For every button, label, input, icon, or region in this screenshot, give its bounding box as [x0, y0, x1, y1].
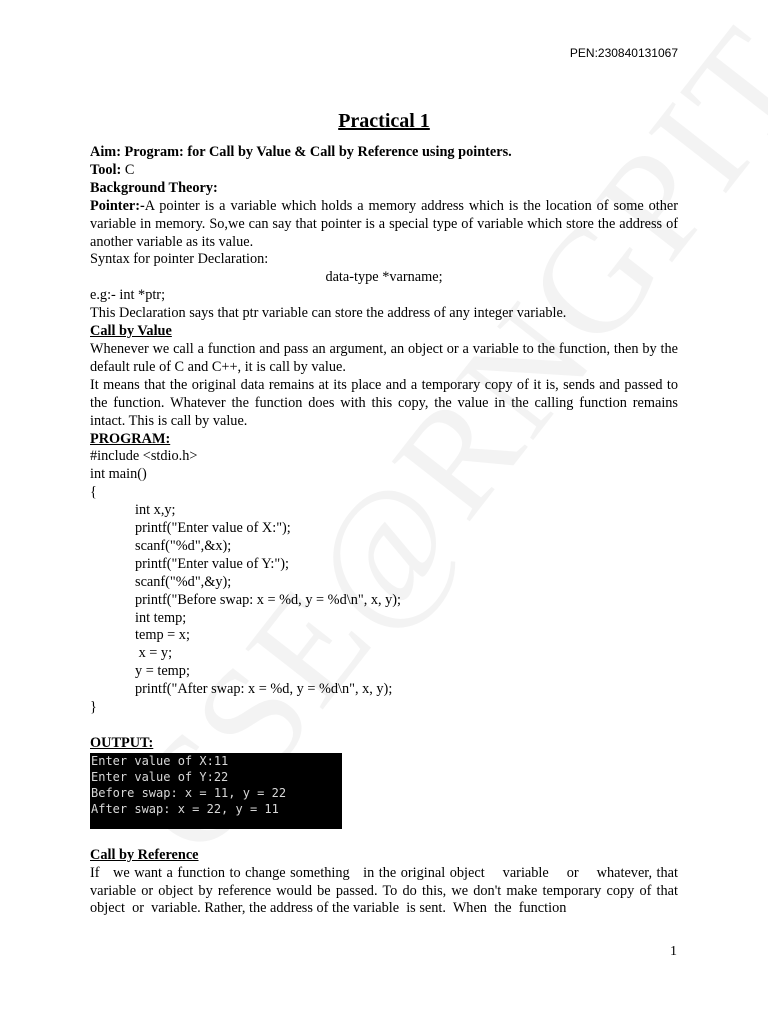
page-title: Practical 1: [338, 110, 430, 132]
call-by-reference-paragraph: If we want a function to change something in the original object variable or whatever, that variable or object by reference would be passed. To do this, we don't make temporary copy of that object or variable. Rather, the address of the variable is sent. When the function: [90, 864, 682, 917]
aim-line: Aim: Program: for Call by Value & Call by Reference using pointers.: [90, 144, 512, 160]
code-line: x = y;: [135, 645, 173, 662]
syntax-intro: Syntax for pointer Declaration:: [90, 251, 269, 268]
call-by-value-paragraph-1: Whenever we call a function and pass an argument, an object or a variable to the function, then by the default rule of C and C++, it is call by value.: [90, 340, 678, 375]
example-description: This Declaration says that ptr variable can store the address of any integer variable.: [90, 305, 567, 322]
call-by-reference-heading: Call by Reference: [90, 846, 199, 863]
output-heading: OUTPUT:: [90, 734, 154, 751]
blank-line: [90, 829, 678, 847]
code-line: scanf("%d",&x);: [135, 537, 232, 554]
pointer-paragraph: [90, 198, 678, 252]
terminal-line: Before swap: x = 11, y = 22: [91, 785, 287, 800]
code-line: printf("Before swap: x = %d, y = %d\n", x, y);: [135, 591, 402, 608]
pointer-label: Pointer:-: [90, 197, 145, 214]
terminal-line: Enter value of Y:22: [91, 769, 229, 784]
terminal-line: Enter value of X:11: [91, 753, 229, 768]
code-line: y = temp;: [135, 663, 190, 680]
code-line: printf("After swap: x = %d, y = %d\n", x, y);: [135, 681, 393, 698]
code-line: {: [90, 484, 97, 501]
code-line: printf("Enter value of Y:");: [135, 555, 289, 572]
output-terminal: [90, 753, 342, 829]
code-line: int x,y;: [135, 502, 176, 519]
blank-line: [90, 717, 678, 735]
code-line: int main(): [90, 466, 147, 483]
tool-value: C: [121, 161, 135, 178]
example-line: e.g:- int *ptr;: [90, 287, 166, 304]
code-line: #include <stdio.h>: [90, 448, 198, 465]
tool-label: Tool:: [90, 161, 122, 178]
code-line: int temp;: [135, 609, 187, 626]
terminal-line: After swap: x = 22, y = 11: [91, 801, 279, 816]
call-by-value-paragraph-2: It means that the original data remains at its place and a temporary copy of it is, sends and passed to the function. Whatever the function does with this copy, the value in the calling function remains intact. This is call by value.: [90, 376, 678, 429]
pen-number: PEN:230840131067: [569, 46, 678, 60]
background-theory-heading: Background Theory:: [90, 179, 218, 196]
tool-line: [90, 162, 678, 180]
code-line: temp = x;: [135, 627, 190, 644]
syntax-line: data-type *varname;: [325, 269, 443, 286]
code-block: [90, 448, 678, 717]
call-by-value-heading: Call by Value: [90, 323, 172, 340]
pointer-text: A pointer is a variable which holds a memory address which is the location of some other variable in memory. So,we can say that pointer is a special type of variable which store the address of another variable as its value.: [90, 197, 678, 250]
code-line: }: [90, 699, 97, 716]
document-body: [90, 144, 682, 918]
code-line: scanf("%d",&y);: [135, 573, 232, 590]
code-line: printf("Enter value of X:");: [135, 520, 291, 537]
program-heading: PROGRAM:: [90, 430, 171, 447]
page-number: 1: [670, 944, 677, 959]
